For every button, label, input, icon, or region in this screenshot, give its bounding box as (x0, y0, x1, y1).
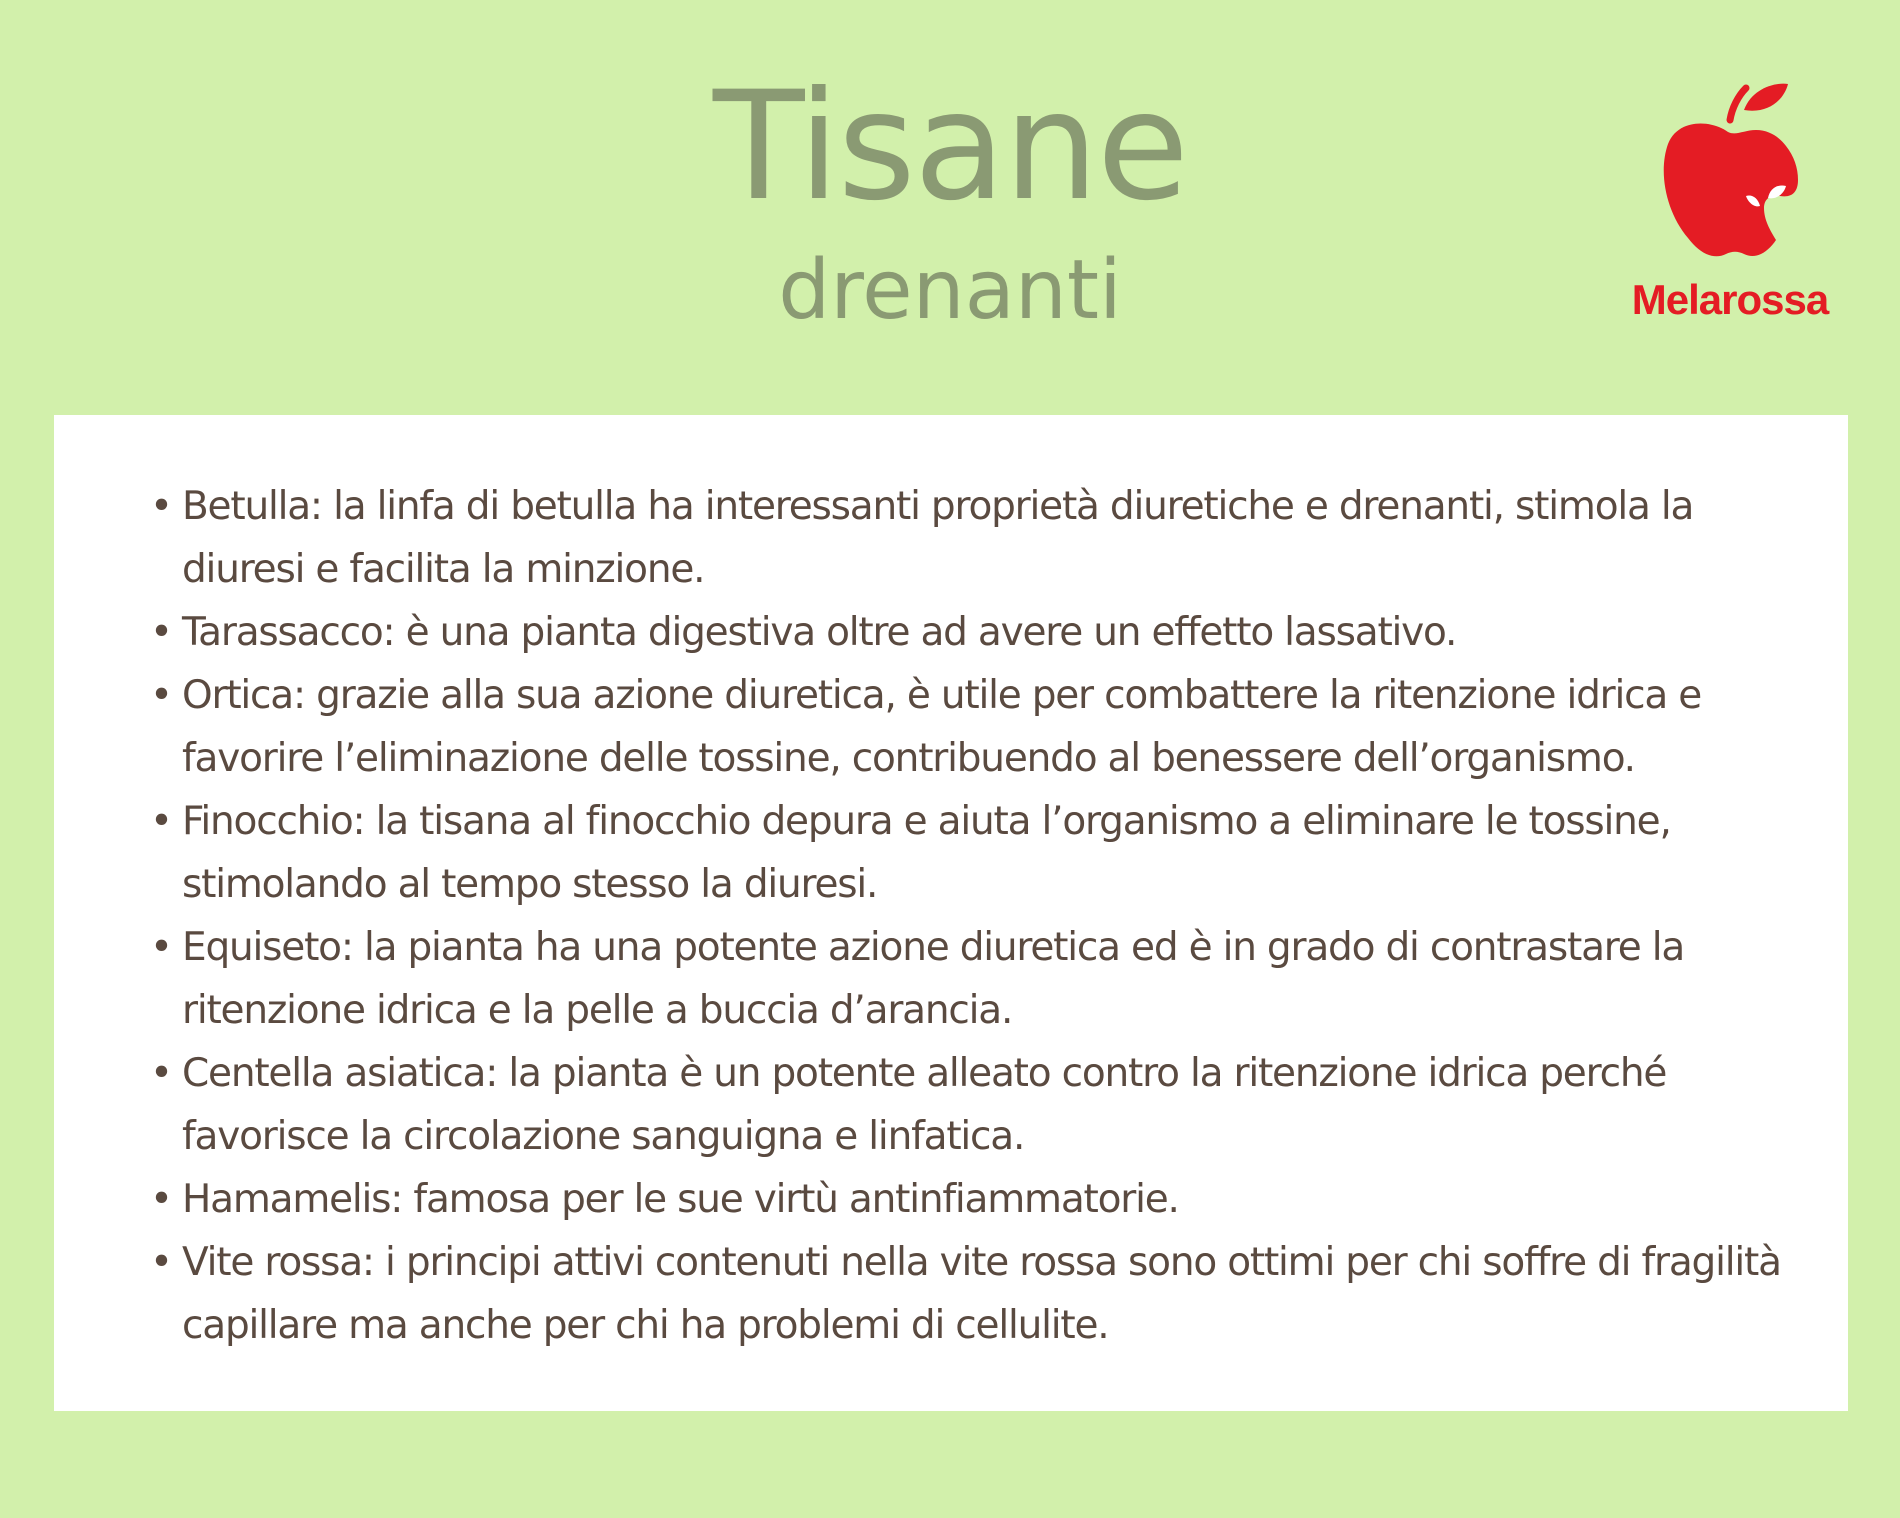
content-card (54, 415, 1848, 1411)
brand-name: Melarossa (1631, 276, 1829, 323)
list-item (150, 601, 1810, 664)
apple-icon (1660, 80, 1800, 265)
list-item-text: Betulla: la linfa di betulla ha interessanti proprietà diuretiche e drenanti, stimola la diuresi e facilita la minzione. (182, 484, 1694, 592)
list-item (150, 1042, 1810, 1168)
bullet: • (150, 484, 172, 529)
bullet: • (150, 673, 172, 718)
list-item (150, 1231, 1810, 1357)
list-item-text: Hamamelis: famosa per le sue virtù antinfiammatorie. (182, 1177, 1179, 1222)
bullet: • (150, 1051, 172, 1096)
brand-logo (1618, 80, 1842, 330)
list-item (150, 790, 1810, 916)
bullet: • (150, 799, 172, 844)
list-item (150, 916, 1810, 1042)
list-item-text: Ortica: grazie alla sua azione diuretica, è utile per combattere la ritenzione idrica e favorire l’eliminazione delle tossine, contribuendo al benessere dell’organismo. (182, 673, 1702, 781)
page-subtitle: drenanti (778, 243, 1122, 338)
list-item (150, 475, 1810, 601)
bullet: • (150, 610, 172, 655)
list-item-text: Centella asiatica: la pianta è un potente alleato contro la ritenzione idrica perché favorisce la circolazione sanguigna e linfatica. (182, 1051, 1667, 1159)
list-item-text: Finocchio: la tisana al finocchio depura e aiuta l’organismo a eliminare le tossine, stimolando al tempo stesso la diuresi. (182, 799, 1671, 907)
list-item (150, 664, 1810, 790)
page-title: Tisane (712, 60, 1188, 234)
bullet: • (150, 925, 172, 970)
herb-list (150, 475, 1810, 1357)
list-item-text: Vite rossa: i principi attivi contenuti nella vite rossa sono ottimi per chi soffre di fragilità capillare ma anche per chi ha problemi di cellulite. (182, 1240, 1781, 1348)
list-item-text: Tarassacco: è una pianta digestiva oltre ad avere un effetto lassativo. (182, 610, 1457, 655)
list-item (150, 1168, 1810, 1231)
list-item-text: Equiseto: la pianta ha una potente azione diuretica ed è in grado di contrastare la ritenzione idrica e la pelle a buccia d’arancia. (182, 925, 1685, 1033)
bullet: • (150, 1240, 172, 1285)
bullet: • (150, 1177, 172, 1222)
